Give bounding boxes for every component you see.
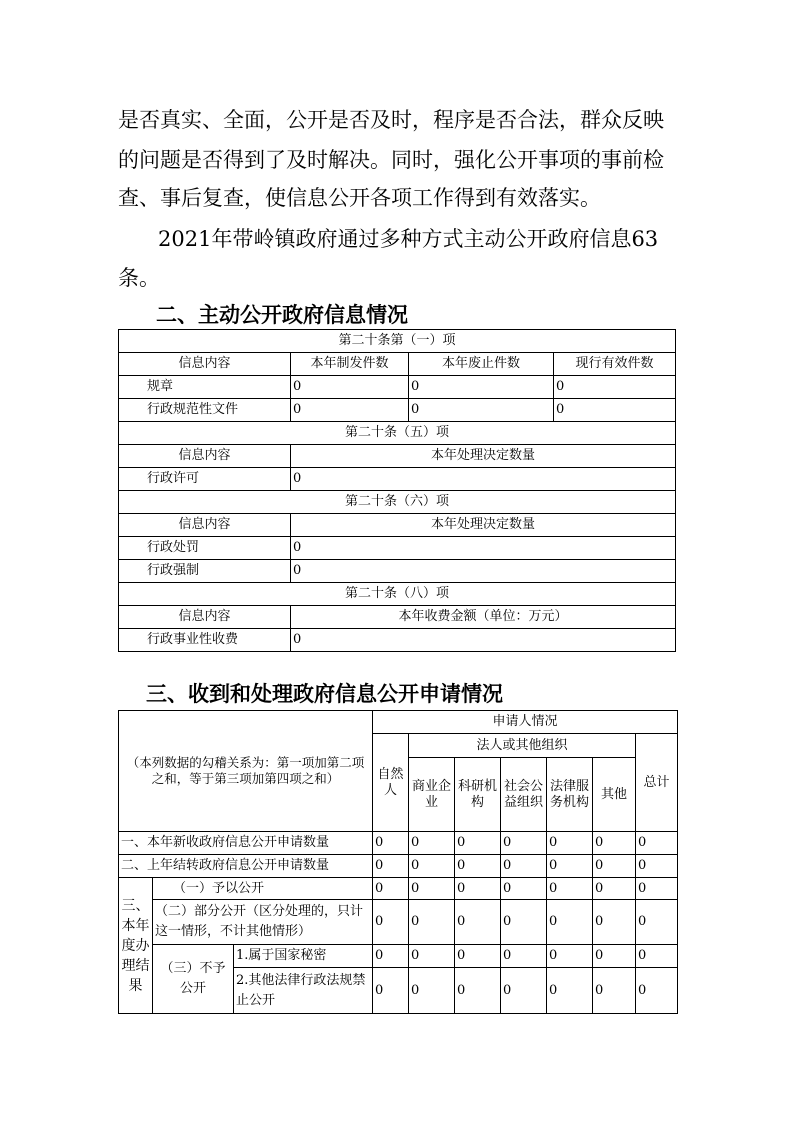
- abolished-header: 本年废止件数: [409, 353, 554, 376]
- table-row: [119, 399, 676, 422]
- cell-value: 0: [373, 900, 409, 945]
- group-label: 三、本年度办理结果: [119, 878, 153, 1014]
- table-row: [119, 878, 678, 900]
- section2-title: 二、主动公开政府信息情况: [156, 303, 408, 327]
- cell-value: 0: [291, 629, 676, 652]
- cell-value: 0: [409, 399, 554, 422]
- cell-value: 0: [593, 832, 636, 855]
- cell-value: 0: [373, 855, 409, 878]
- cell-value: 0: [291, 468, 676, 491]
- body-line-1: 是否真实、全面，公开是否及时，程序是否合法，群众反映: [118, 108, 664, 132]
- row-name: 行政事业性收费: [119, 629, 291, 652]
- content-header: 信息内容: [119, 606, 291, 629]
- cell-value: 0: [554, 376, 676, 399]
- cell-value: 0: [593, 878, 636, 900]
- total-header: 总计: [636, 734, 678, 832]
- row-name: 行政处罚: [119, 537, 291, 560]
- table-row: [119, 900, 678, 945]
- cell-value: 0: [409, 855, 455, 878]
- cell-value: 0: [501, 832, 547, 855]
- decisions-header: 本年处理决定数量: [291, 514, 676, 537]
- cell-value: 0: [501, 900, 547, 945]
- cell-value: 0: [291, 399, 409, 422]
- cell-value: 0: [409, 832, 455, 855]
- cell-value: 0: [501, 968, 547, 1014]
- cell-value: 0: [554, 399, 676, 422]
- table-row: [119, 330, 676, 353]
- content-header: 信息内容: [119, 353, 291, 376]
- issued-header: 本年制发件数: [291, 353, 409, 376]
- application-table: [118, 710, 678, 1014]
- cell-value: 0: [636, 968, 678, 1014]
- table-row: [119, 945, 678, 968]
- article-1-header: 第二十条第（一）项: [119, 330, 676, 353]
- cell-value: 0: [373, 968, 409, 1014]
- content-header: 信息内容: [119, 445, 291, 468]
- cell-value: 0: [373, 945, 409, 968]
- table-row: [119, 606, 676, 629]
- table-row: [119, 711, 678, 734]
- valid-header: 现行有效件数: [554, 353, 676, 376]
- row-label: 二、上年结转政府信息公开申请数量: [119, 855, 373, 878]
- table-row: [119, 445, 676, 468]
- cell-value: 0: [593, 855, 636, 878]
- table-row: [119, 855, 678, 878]
- row-label: 1.属于国家秘密: [234, 945, 373, 968]
- article-6-header: 第二十条（六）项: [119, 491, 676, 514]
- cell-value: 0: [455, 832, 501, 855]
- row-label: 2.其他法律行政法规禁止公开: [234, 968, 373, 1014]
- table-row: [119, 491, 676, 514]
- cell-value: 0: [501, 945, 547, 968]
- table-row: [119, 629, 676, 652]
- cell-value: 0: [291, 560, 676, 583]
- article-8-header: 第二十条（八）项: [119, 583, 676, 606]
- article-5-header: 第二十条（五）项: [119, 422, 676, 445]
- cell-value: 0: [409, 878, 455, 900]
- cell-value: 0: [291, 376, 409, 399]
- body-line-5: 条。: [118, 266, 160, 290]
- table-row: [119, 537, 676, 560]
- cell-value: 0: [373, 878, 409, 900]
- cell-value: 0: [593, 900, 636, 945]
- body-line-3: 查、事后复查，使信息公开各项工作得到有效落实。: [118, 186, 601, 210]
- cell-value: 0: [593, 945, 636, 968]
- row-name: 行政强制: [119, 560, 291, 583]
- cell-value: 0: [547, 968, 593, 1014]
- cell-value: 0: [455, 945, 501, 968]
- section3-title: 三、收到和处理政府信息公开申请情况: [146, 682, 503, 706]
- cell-value: 0: [455, 855, 501, 878]
- cell-value: 0: [291, 537, 676, 560]
- sub-header: 法律服务机构: [547, 758, 593, 832]
- table-row: [119, 353, 676, 376]
- content-header: 信息内容: [119, 514, 291, 537]
- cell-value: 0: [455, 968, 501, 1014]
- table-row: [119, 514, 676, 537]
- row-label: （三）不予公开: [153, 945, 234, 1014]
- row-label: （二）部分公开（区分处理的，只计这一情形，不计其他情形）: [153, 900, 373, 945]
- legal-entity-header: 法人或其他组织: [409, 734, 636, 758]
- cell-value: 0: [547, 900, 593, 945]
- cell-value: 0: [373, 832, 409, 855]
- cell-value: 0: [501, 878, 547, 900]
- cell-value: 0: [547, 855, 593, 878]
- row-label: 一、本年新收政府信息公开申请数量: [119, 832, 373, 855]
- natural-person-header: 自然人: [373, 734, 409, 832]
- cell-value: 0: [409, 900, 455, 945]
- sub-header: 其他: [593, 758, 636, 832]
- row-name: 规章: [119, 376, 291, 399]
- cell-value: 0: [547, 832, 593, 855]
- sub-header: 社会公益组织: [501, 758, 547, 832]
- cell-value: 0: [409, 945, 455, 968]
- table-row: [119, 832, 678, 855]
- cell-value: 0: [636, 832, 678, 855]
- sub-header: 商业企业: [409, 758, 455, 832]
- fees-header: 本年收费金额（单位：万元）: [291, 606, 676, 629]
- cell-value: 0: [409, 968, 455, 1014]
- applicant-header: 申请人情况: [373, 711, 678, 734]
- cell-value: 0: [455, 900, 501, 945]
- active-disclosure-table: [118, 329, 676, 652]
- row-name: 行政规范性文件: [119, 399, 291, 422]
- cell-value: 0: [636, 945, 678, 968]
- cell-value: 0: [636, 900, 678, 945]
- cell-value: 0: [455, 878, 501, 900]
- decisions-header: 本年处理决定数量: [291, 445, 676, 468]
- table-row: [119, 376, 676, 399]
- note-cell: （本列数据的勾稽关系为：第一项加第二项之和，等于第三项加第四项之和）: [119, 711, 373, 832]
- cell-value: 0: [636, 878, 678, 900]
- row-name: 行政许可: [119, 468, 291, 491]
- body-line-2: 的问题是否得到了及时解决。同时，强化公开事项的事前检: [118, 148, 664, 172]
- body-line-4: 2021年带岭镇政府通过多种方式主动公开政府信息63: [158, 227, 659, 251]
- sub-header: 科研机构: [455, 758, 501, 832]
- table-row: [119, 560, 676, 583]
- table-row: [119, 583, 676, 606]
- row-label: （一）予以公开: [153, 878, 373, 900]
- cell-value: 0: [547, 945, 593, 968]
- table-row: [119, 422, 676, 445]
- cell-value: 0: [409, 376, 554, 399]
- cell-value: 0: [593, 968, 636, 1014]
- cell-value: 0: [547, 878, 593, 900]
- cell-value: 0: [501, 855, 547, 878]
- table-row: [119, 468, 676, 491]
- cell-value: 0: [636, 855, 678, 878]
